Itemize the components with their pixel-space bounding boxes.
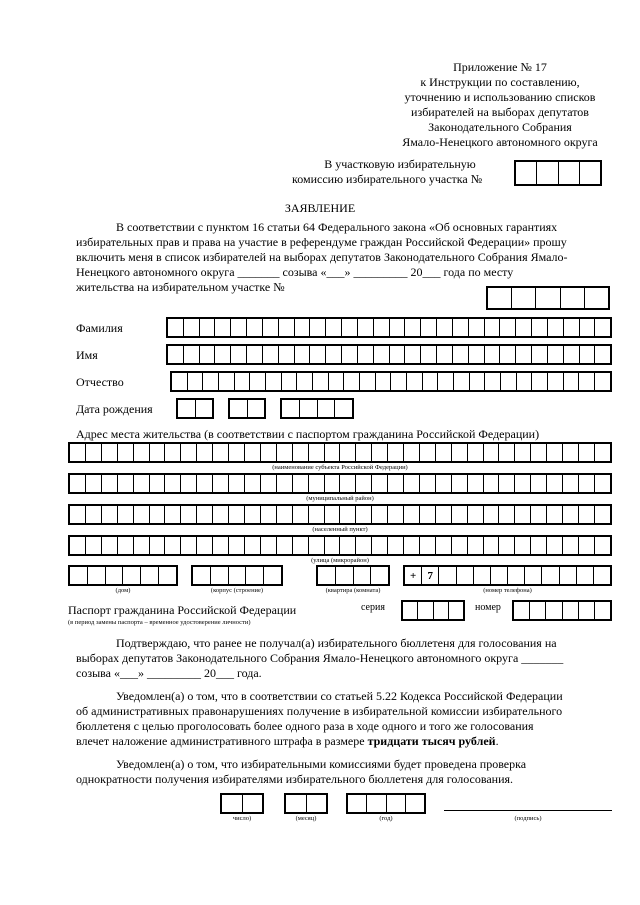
district-caption: (муниципальный район): [306, 495, 374, 502]
fine-amount: тридцати тысяч рублей: [367, 734, 496, 748]
name-boxes[interactable]: [166, 344, 612, 365]
settlement-boxes[interactable]: [68, 504, 612, 525]
patronymic-label: Отчество: [76, 375, 124, 389]
notice1-line: [76, 734, 499, 748]
building-caption: (корпус (строение): [210, 587, 264, 594]
notice1-line: бюллетеня с целью проголосовать более одного раза в ходе одного и того же голосования: [76, 719, 534, 733]
settlement-caption: (населенный пункт): [312, 526, 368, 533]
sign-day-boxes[interactable]: [220, 793, 264, 814]
intro-line: включить меня в список избирателей на выборах депутатов Законодательного Собрания Ямало-: [76, 250, 568, 264]
sign-day-caption: число): [232, 815, 252, 822]
passport-label: Паспорт гражданина Российской Федерации: [68, 603, 297, 617]
phone-caption: (номер телефона): [483, 587, 532, 594]
address-label: Адрес места жительства (в соответствии с паспортом гражданина Российской Федерации): [76, 427, 540, 441]
passport-number-label: номер: [475, 602, 501, 613]
name-label: Имя: [76, 348, 98, 362]
notice1-line: об административных правонарушениях получение в избирательной комиссии избирательного: [76, 704, 563, 718]
sign-year-boxes[interactable]: [346, 793, 426, 814]
appendix-line: Законодательного Собрания: [428, 120, 572, 134]
street-boxes[interactable]: [68, 535, 612, 556]
district-boxes[interactable]: [68, 473, 612, 494]
addressee-line2: комиссию избирательного участка №: [292, 172, 483, 186]
passport-number-boxes[interactable]: [512, 600, 612, 621]
sign-month-boxes[interactable]: [284, 793, 328, 814]
passport-series-label: серия: [361, 602, 385, 613]
region-caption: (наименование субъекта Российской Федерации): [272, 464, 408, 471]
addressee-line1: В участковую избирательную: [324, 157, 476, 171]
birthdate-label: Дата рождения: [76, 402, 153, 416]
appendix-line: Приложение № 17: [453, 60, 547, 74]
appendix-line: избирателей на выборах депутатов: [411, 105, 589, 119]
house-caption: (дом): [115, 587, 131, 594]
sign-month-caption: (месяц): [295, 815, 317, 822]
apartment-caption: (квартира (комната): [325, 587, 381, 594]
passport-series-boxes[interactable]: [401, 600, 465, 621]
intro-line: избирательных прав и права на участие в референдуме граждан Российской Федерации» прошу: [76, 235, 567, 249]
notice1-period: .: [495, 734, 499, 748]
region-boxes[interactable]: [68, 442, 612, 463]
residence-precinct-boxes[interactable]: [486, 286, 610, 310]
birth-year-boxes[interactable]: [280, 398, 354, 419]
intro-line: Ненецкого автономного округа _______ созыва «___» _________ 20___ года по месту: [76, 265, 514, 279]
intro-line: В соответствии с пунктом 16 статьи 64 Федерального закона «Об основных гарантиях: [116, 220, 558, 234]
notice2-line: Уведомлен(а) о том, что избирательными комиссиями будет проведена проверка: [116, 757, 527, 771]
passport-note: (в период замены паспорта – временное удостоверение личности): [68, 619, 251, 626]
house-boxes[interactable]: [68, 565, 178, 586]
sign-year-caption: (год): [379, 815, 393, 822]
signature-line[interactable]: [444, 810, 612, 811]
phone-seven: 7: [421, 567, 438, 584]
appendix-line: к Инструкции по составлению,: [420, 75, 580, 89]
precinct-number-boxes[interactable]: [514, 160, 602, 186]
appendix-line: Ямало-Ненецкого автономного округа: [402, 135, 598, 149]
building-boxes[interactable]: [191, 565, 283, 586]
street-caption: (улица (микрорайон): [311, 557, 369, 564]
surname-label: Фамилия: [76, 321, 123, 335]
patronymic-boxes[interactable]: [170, 371, 612, 392]
phone-boxes[interactable]: [403, 565, 612, 586]
birth-day-boxes[interactable]: [176, 398, 214, 419]
notice1-text: влечет наложение административного штрафа в размере: [76, 734, 368, 748]
birth-month-boxes[interactable]: [228, 398, 266, 419]
confirm-line: Подтверждаю, что ранее не получал(а) избирательного бюллетеня для голосования на: [116, 636, 557, 650]
appendix-line: уточнению и использованию списков: [404, 90, 596, 104]
confirm-line: выборах депутатов Законодательного Собрания Ямало-Ненецкого автономного округа _______: [76, 651, 564, 665]
phone-plus: +: [409, 569, 417, 582]
notice2-line: однократности получения избирателями избирательного бюллетеня для голосования.: [76, 772, 514, 786]
surname-boxes[interactable]: [166, 317, 612, 338]
apartment-boxes[interactable]: [316, 565, 390, 586]
notice1-line: Уведомлен(а) о том, что в соответствии со статьей 5.22 Кодекса Российской Федерации: [116, 689, 563, 703]
confirm-line: созыва «___» _________ 20___ года.: [76, 666, 262, 680]
intro-line: жительства на избирательном участке №: [76, 280, 285, 294]
signature-caption: (подпись): [514, 815, 542, 822]
document-title: ЗАЯВЛЕНИЕ: [284, 201, 356, 215]
